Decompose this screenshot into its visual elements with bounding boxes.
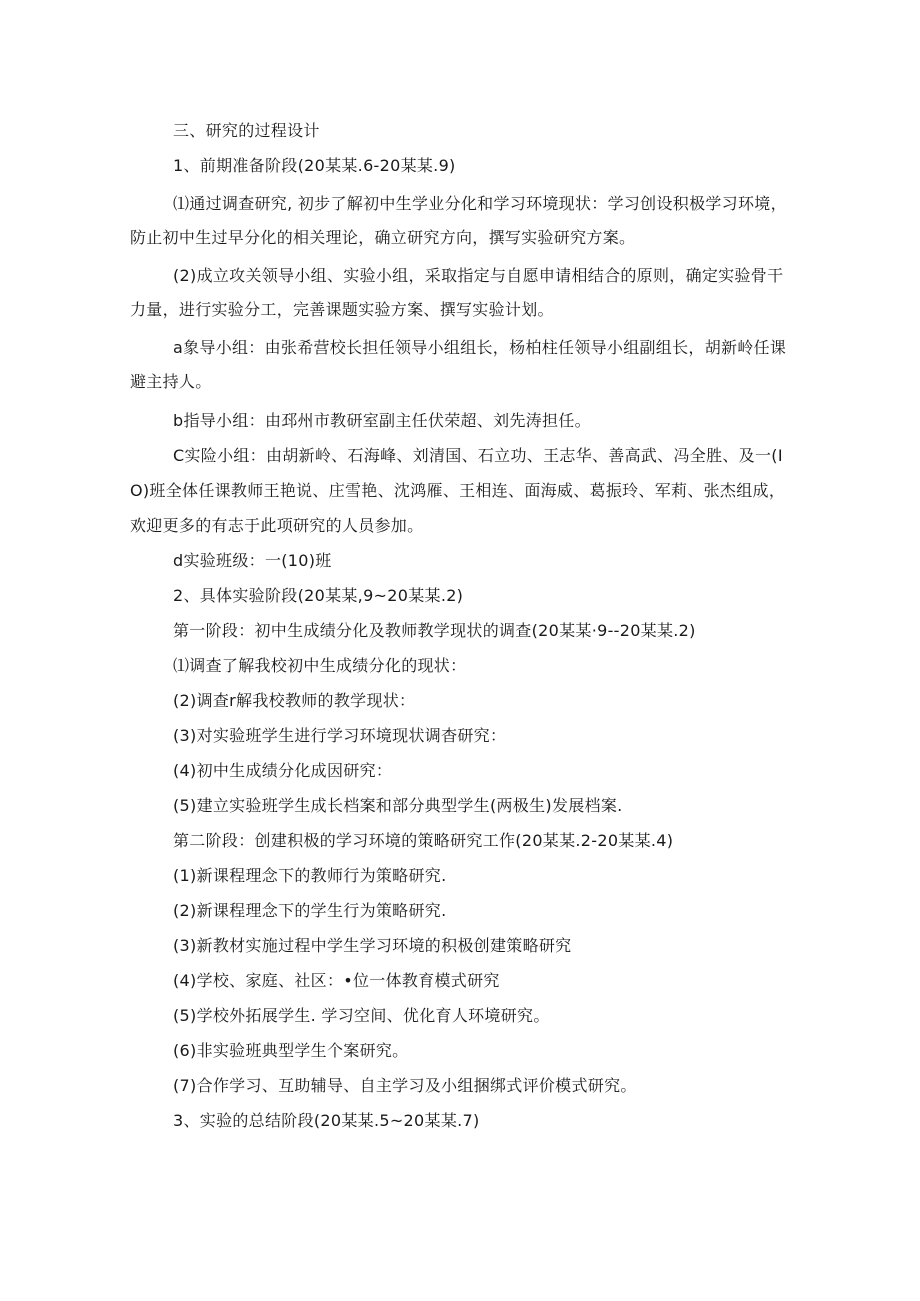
list-item: (5)学校外拓展学生. 学习空间、优化育人环境研究。 (173, 1006, 550, 1025)
paragraph: a象导小组：由张希营校长担任领导小组组长，杨柏柱任领导小组副组长，胡新岭任课避主持人。 (130, 338, 787, 391)
stage-heading: 2、具体实验阶段(20某某,9~20某某.2) (173, 586, 464, 605)
list-item: ⑴调查了解我校初中生成绩分化的现状： (173, 656, 467, 675)
paragraph: d实验班级：一(10)班 (173, 551, 332, 570)
paragraph: (2)成立攻关领导小组、实验小组，采取指定与自愿申请相结合的原则，确定实验骨干力量，进行实验分工，完善课题实验方案、撰写实验计划。 (130, 266, 784, 319)
paragraph: b指导小组：由邳州市教研室副主任伏荣超、刘先涛担任。 (173, 411, 591, 430)
phase-heading: 第二阶段：创建积极的学习环境的策略研究工作(20某某.2-20某某.4) (173, 831, 674, 850)
stage-heading: 3、实验的总结阶段(20某某.5~20某某.7) (173, 1111, 480, 1130)
list-item: (2)新课程理念下的学生行为策略研究. (173, 901, 447, 920)
list-item: (4)初中生成绩分化成因研究： (173, 761, 393, 780)
list-item: (3)新教材实施过程中学生学习环境的积极创建策略研究 (173, 936, 572, 955)
paragraph: ⑴通过调查研究, 初步了解初中生学业分化和学习环境现状：学习创设积极学习环境，防止初中生过早分化的相关理论，确立研究方向，撰写实验研究方案。 (130, 194, 787, 247)
list-item: (7)合作学习、互助辅导、自主学习及小组捆绑式评价模式研究。 (173, 1076, 637, 1095)
list-item: (4)学校、家庭、社区：•位一体教育模式研究 (173, 971, 500, 990)
stage-heading: 1、前期准备阶段(20某某.6-20某某.9) (173, 156, 456, 175)
list-item: (3)对实验班学生进行学习环境现状调杳研究： (173, 726, 507, 745)
list-item: (6)非实验班典型学生个案研究。 (173, 1041, 409, 1060)
list-item: (2)调查r解我校教师的教学现状： (173, 691, 416, 710)
list-item: (1)新课程理念下的教师行为策略研究. (173, 866, 447, 885)
section-heading: 三、研究的过程设计 (173, 121, 320, 140)
phase-heading: 第一阶段：初中生成绩分化及教师教学现状的调查(20某某·9--20某某.2) (173, 621, 696, 640)
list-item: (5)建立实验班学生成长档案和部分典型学生(两极生)发展档案. (173, 796, 623, 815)
paragraph: C实险小组：由胡新岭、石海峰、刘清国、石立功、王志华、善高武、冯全胜、及一(IO)班全体任课教师王艳说、庄雪艳、沈鸿雁、王相连、面海威、葛振玲、军莉、张杰组成，欢迎更多的有志于此项研究的人员参加。 (130, 446, 786, 535)
document-body (130, 113, 790, 1138)
